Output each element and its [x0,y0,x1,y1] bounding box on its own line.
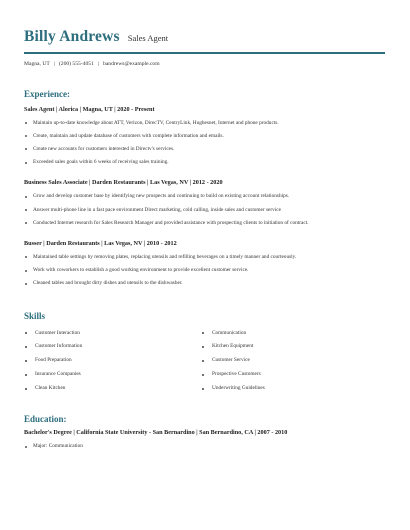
list-item: Work with coworkers to establish a good working environment to provide excellent customer service. [24,264,386,277]
job-entry [24,179,386,230]
contact-email[interactable]: bandrews@example.com [103,60,160,67]
resume-header [24,0,386,46]
education-heading: Education: [24,414,67,425]
list-item: Exceeded sales goals within 6 weeks of receiving sales training. [24,156,386,169]
contact-location: Magna, UT [24,60,50,67]
skill-item: Insurance Companies [24,368,200,382]
degree-title: Bachelor's Degree | California State University - San Bernardino | San Bernardino, CA | 2007 - 2010 [24,429,288,437]
skill-item: Kitchen Equipment [201,340,377,354]
job-title: Busser | Darden Restaurants | Las Vegas, NV | 2010 - 2012 [24,239,177,247]
list-item: Major: Communication [24,440,386,453]
contact-line [24,61,386,67]
list-item: Create, maintain and update database of customers with complete information and emails. [24,130,386,143]
list-item: Maintained table settings by removing plates, replacing utensils and refilling beverages on a timely manner and courteously. [24,251,386,264]
list-item: Conducted Internet research for Sales Research Manager and provided assistance with prospecting clients to initiation of contract. [24,217,386,230]
skill-item: Prospective Customers [201,368,377,382]
header-divider [24,52,385,54]
skills-column-right [201,327,377,397]
skill-item: Customer Interaction [24,327,200,341]
contact-phone: (200) 555-4051 [58,60,94,67]
skill-item: Clean Kitchen [24,382,200,396]
job-title: Sales Agent | Alorica | Magna, UT | 2020 - Present [24,105,155,113]
candidate-title: Sales Agent [127,33,169,43]
job-bullets [24,117,386,170]
candidate-name: Billy Andrews [24,28,120,45]
skills-grid [24,327,386,397]
job-bullets [24,251,386,291]
contact-separator: | [97,60,100,67]
skill-item: Communication [201,327,377,341]
list-item: Cleaned tables and brought dirty dishes and utensils to the dishwasher. [24,277,386,290]
list-item: Grow and develop customer base by identifying new prospects and continuing to build on existing account relationships. [24,190,386,203]
skill-item: Customer Service [201,354,377,368]
list-item: Maintain up-to-date knowledge about ATT, Verizon, DirecTV, CentryLink, Hughesnet, Internet and phone products. [24,117,386,130]
list-item: Create new accounts for customers interested in Directv's services. [24,143,386,156]
skill-item: Underwriting Guidelines [201,382,377,396]
education-bullets [24,440,386,453]
experience-heading: Experience: [24,88,70,99]
skill-item: Customer Information [24,340,200,354]
job-bullets [24,190,386,230]
job-title: Business Sales Associate | Darden Restaurants | Las Vegas, NV | 2012 - 2020 [24,179,223,187]
skills-heading: Skills [24,310,46,321]
skill-item: Food Preparation [24,354,200,368]
skills-column-left [24,327,200,397]
list-item: Answer multi-phone line in a fast pace environment Direct marketing, cold calling, inside sales and customer service [24,204,386,217]
job-entry [24,106,386,170]
contact-separator: | [53,60,55,67]
job-entry [24,240,386,291]
